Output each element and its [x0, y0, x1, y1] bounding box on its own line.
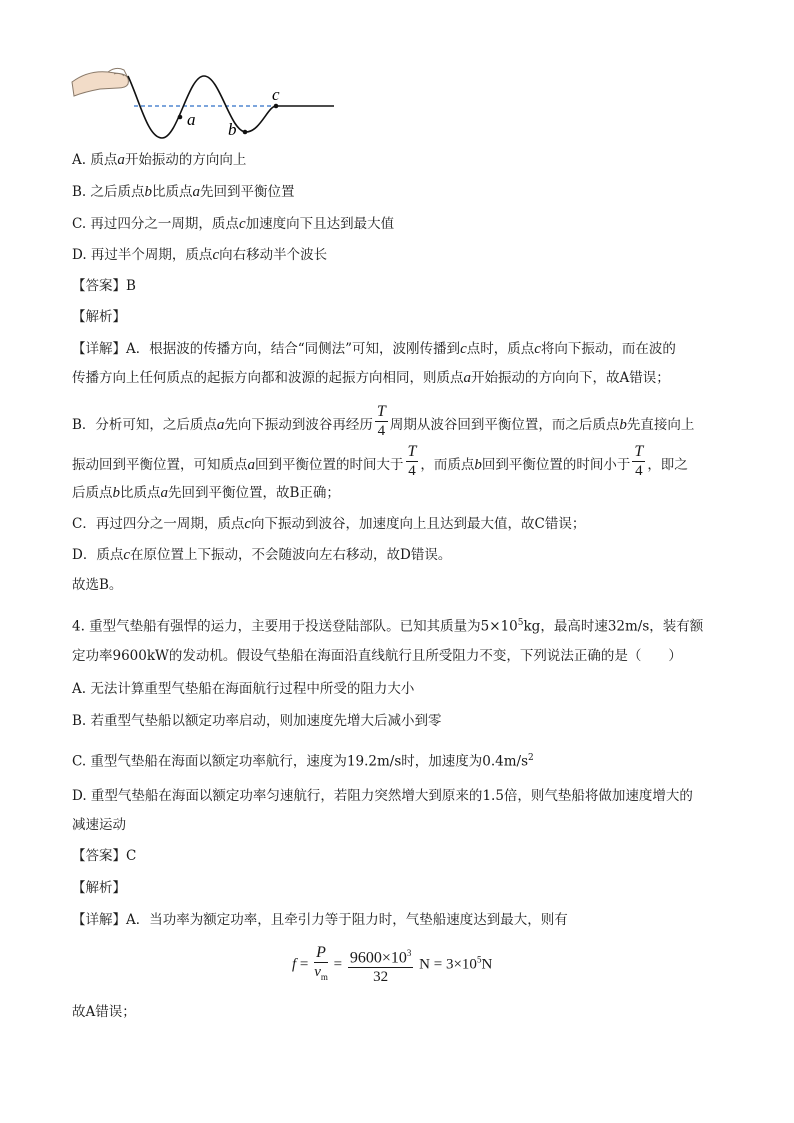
wave-figure [70, 62, 370, 142]
q3-detail-line-2: 传播方向上任何质点的起振方向都和波源的起振方向相同，则质点a开始振动的方向向下，故A错误； [72, 370, 670, 386]
q3-option-d: D. 再过半个周期，质点c向右移动半个波长 [72, 247, 328, 263]
resistance-equation: f = $\frac{P}{v_m}$ = $\frac{9600\times 10^3}{32}$ $N = 3\times 10^5N$ [292, 944, 493, 986]
label-c: c [272, 85, 280, 104]
q4-stem-line-2: 定功率9600kW的发动机。假设气垫船在海面沿直线航行且所受阻力不变，下列说法正确的是（ ） [72, 648, 682, 664]
q4-detail-line-2: 故A错误； [72, 1004, 136, 1020]
q3-analysis-heading: 【解析】 [72, 309, 126, 325]
q4-option-a: A. 无法计算重型气垫船在海面航行过程中所受的阻力大小 [72, 681, 415, 697]
q4-option-d-line-2: 减速运动 [72, 817, 126, 833]
fraction-t-over-4: $\frac{T}{4}$ [376, 403, 386, 439]
label-a: a [187, 110, 196, 129]
q3-detail-line-7: D．质点c在原位置上下振动，不会随波向左右移动，故D错误。 [72, 547, 452, 563]
q4-stem-line-1: 4. 重型气垫船有强悍的运力，主要用于投送登陆部队。已知其质量为$5\times 10^5kg$，最高时速32m/s，装有额 [72, 618, 704, 635]
fraction-t-over-4: $\frac{T}{4}$ [634, 443, 644, 479]
q4-answer: 【答案】C [72, 848, 137, 864]
q3-conclusion: 故选B。 [72, 577, 123, 593]
q4-option-d-line-1: D. 重型气垫船在海面以额定功率匀速航行，若阻力突然增大到原来的1.5倍，则气垫船将做加速度增大的 [72, 788, 693, 804]
q3-detail-line-6: C．再过四分之一周期，质点c向下振动到波谷，加速度向上且达到最大值，故C错误； [72, 516, 586, 532]
q3-detail-line-1: 【详解】A．根据波的传播方向，结合“同侧法”可知，波刚传播到c点时，质点c将向下振动，而在波的 [72, 341, 676, 357]
point-b [243, 130, 248, 135]
q4-option-b: B. 若重型气垫船以额定功率启动，则加速度先增大后减小到零 [72, 713, 442, 729]
label-b: b [228, 120, 237, 139]
fraction-p-over-vm: $\frac{P}{v_m}$ [314, 944, 328, 983]
hand-illustration [72, 68, 128, 96]
fraction-t-over-4: $\frac{T}{4}$ [407, 443, 417, 479]
q4-detail-line-1: 【详解】A．当功率为额定功率，且牵引力等于阻力时，气垫船速度达到最大，则有 [72, 912, 568, 928]
q3-option-b: B. 之后质点b比质点a先回到平衡位置 [72, 184, 295, 200]
point-c [274, 104, 279, 109]
q3-option-c: C. 再过四分之一周期，质点c加速度向下且达到最大值 [72, 216, 395, 232]
q4-analysis-heading: 【解析】 [72, 880, 126, 896]
q3-detail-line-5: 后质点b比质点a先回到平衡位置，故B正确； [72, 485, 340, 501]
q3-answer: 【答案】B [72, 278, 136, 294]
q3-option-a: A. 质点a开始振动的方向向上 [72, 152, 247, 168]
point-a [178, 115, 183, 120]
q4-option-c: C. 重型气垫船在海面以额定功率航行，速度为19.2m/s时，加速度为$0.4m/s^2$ [72, 753, 534, 770]
q3-detail-line-3: B．分析可知，之后质点a先向下振动到波谷再经历 $\frac{T}{4}$ 周期从波谷回到平衡位置，而之后质点b先直接向上 [72, 403, 695, 439]
fraction-power-over-speed: $\frac{9600\times 10^3}{32}$ [348, 944, 414, 986]
q3-detail-line-4: 振动回到平衡位置，可知质点a回到平衡位置的时间大于 $\frac{T}{4}$ ，而质点b回到平衡位置的时间小于 $\frac{T}{4}$ ，即之 [72, 443, 688, 479]
